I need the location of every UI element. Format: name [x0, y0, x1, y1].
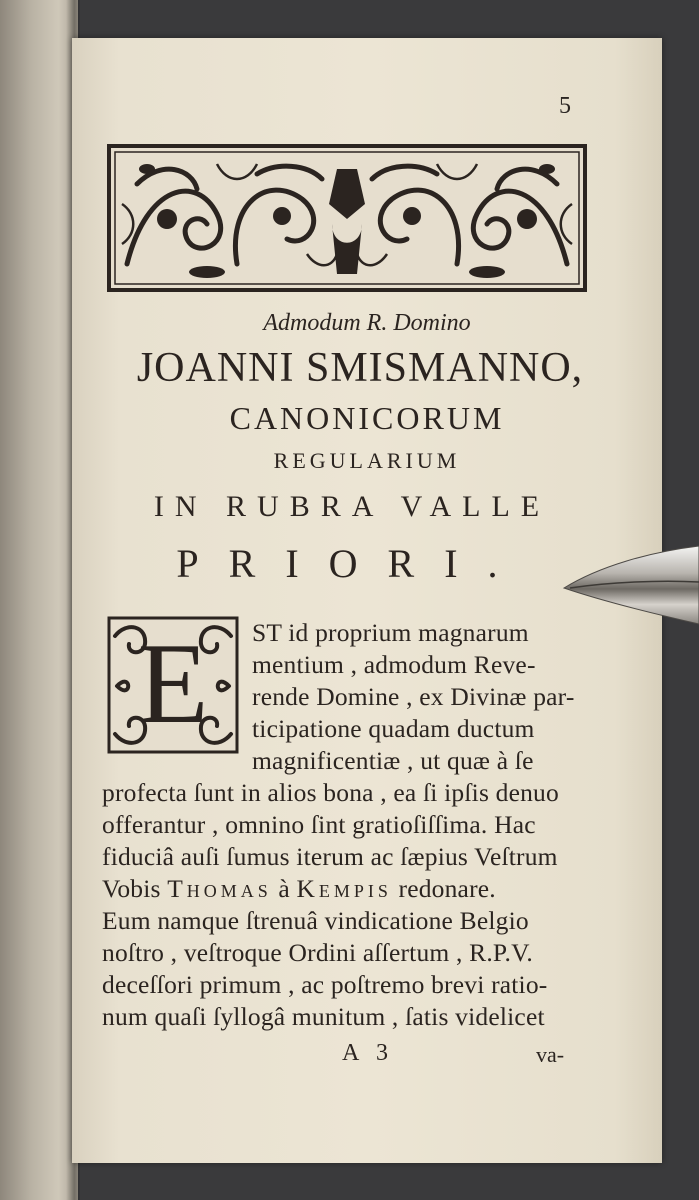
text-line-1: ST id proprium magnarum [252, 618, 529, 647]
ornamental-initial [107, 616, 239, 754]
dedication-place: IN RUBRA VALLE [153, 490, 551, 523]
text-line-13: num quaſi ſyllogâ munitum , ſatis videlicet [102, 1002, 545, 1031]
dedication-salutation: Admodum R. Domino [263, 310, 471, 336]
text-line-10: Eum namque ſtrenuâ vindicatione Belgio [102, 906, 529, 935]
page-number: 5 [559, 93, 571, 119]
text-line-6: profecta ſunt in alios bona , ea ſi ipſis denuo [102, 778, 559, 807]
signature-mark: A 3 [342, 1040, 395, 1066]
text-line-5: magnificentiæ , ut quæ à ſe [252, 746, 534, 775]
text-a: à [271, 874, 297, 903]
text-thomas: Thomas [167, 874, 272, 903]
text-line-9 [102, 874, 496, 904]
dedication-order: CANONICORUM [229, 400, 505, 436]
floral-headpiece-icon [107, 144, 587, 292]
catchword: va- [536, 1042, 565, 1067]
text-line-4: ticipatione quadam ductum [252, 714, 535, 743]
text-line-11: noſtro , veſtroque Ordini aſſertum , R.P.V. [102, 938, 533, 967]
text-kempis: Kempis [296, 874, 392, 903]
text-line-8: fiduciâ auſi ſumus iterum ac ſæpius Veſtrum [102, 842, 558, 871]
dedication-title: PRIORI. [176, 541, 528, 586]
drop-cap-letter: E [137, 620, 209, 748]
text-redonare: redonare. [391, 874, 496, 903]
dedication-regular: REGULARIUM [273, 448, 461, 473]
text-line-12: deceſſori primum , ac poſtremo brevi ratio- [102, 970, 548, 999]
text-vobis: Vobis [102, 874, 168, 903]
text-line-7: offerantur , omnino ſint gratioſiſſima. Hac [102, 810, 536, 839]
text-line-3: rende Domine , ex Divinæ par- [252, 682, 575, 711]
dedication-name: JOANNI SMISMANNO, [136, 345, 584, 391]
metal-pointer-icon [560, 544, 699, 626]
text-line-2: mentium , admodum Reve- [252, 650, 536, 679]
